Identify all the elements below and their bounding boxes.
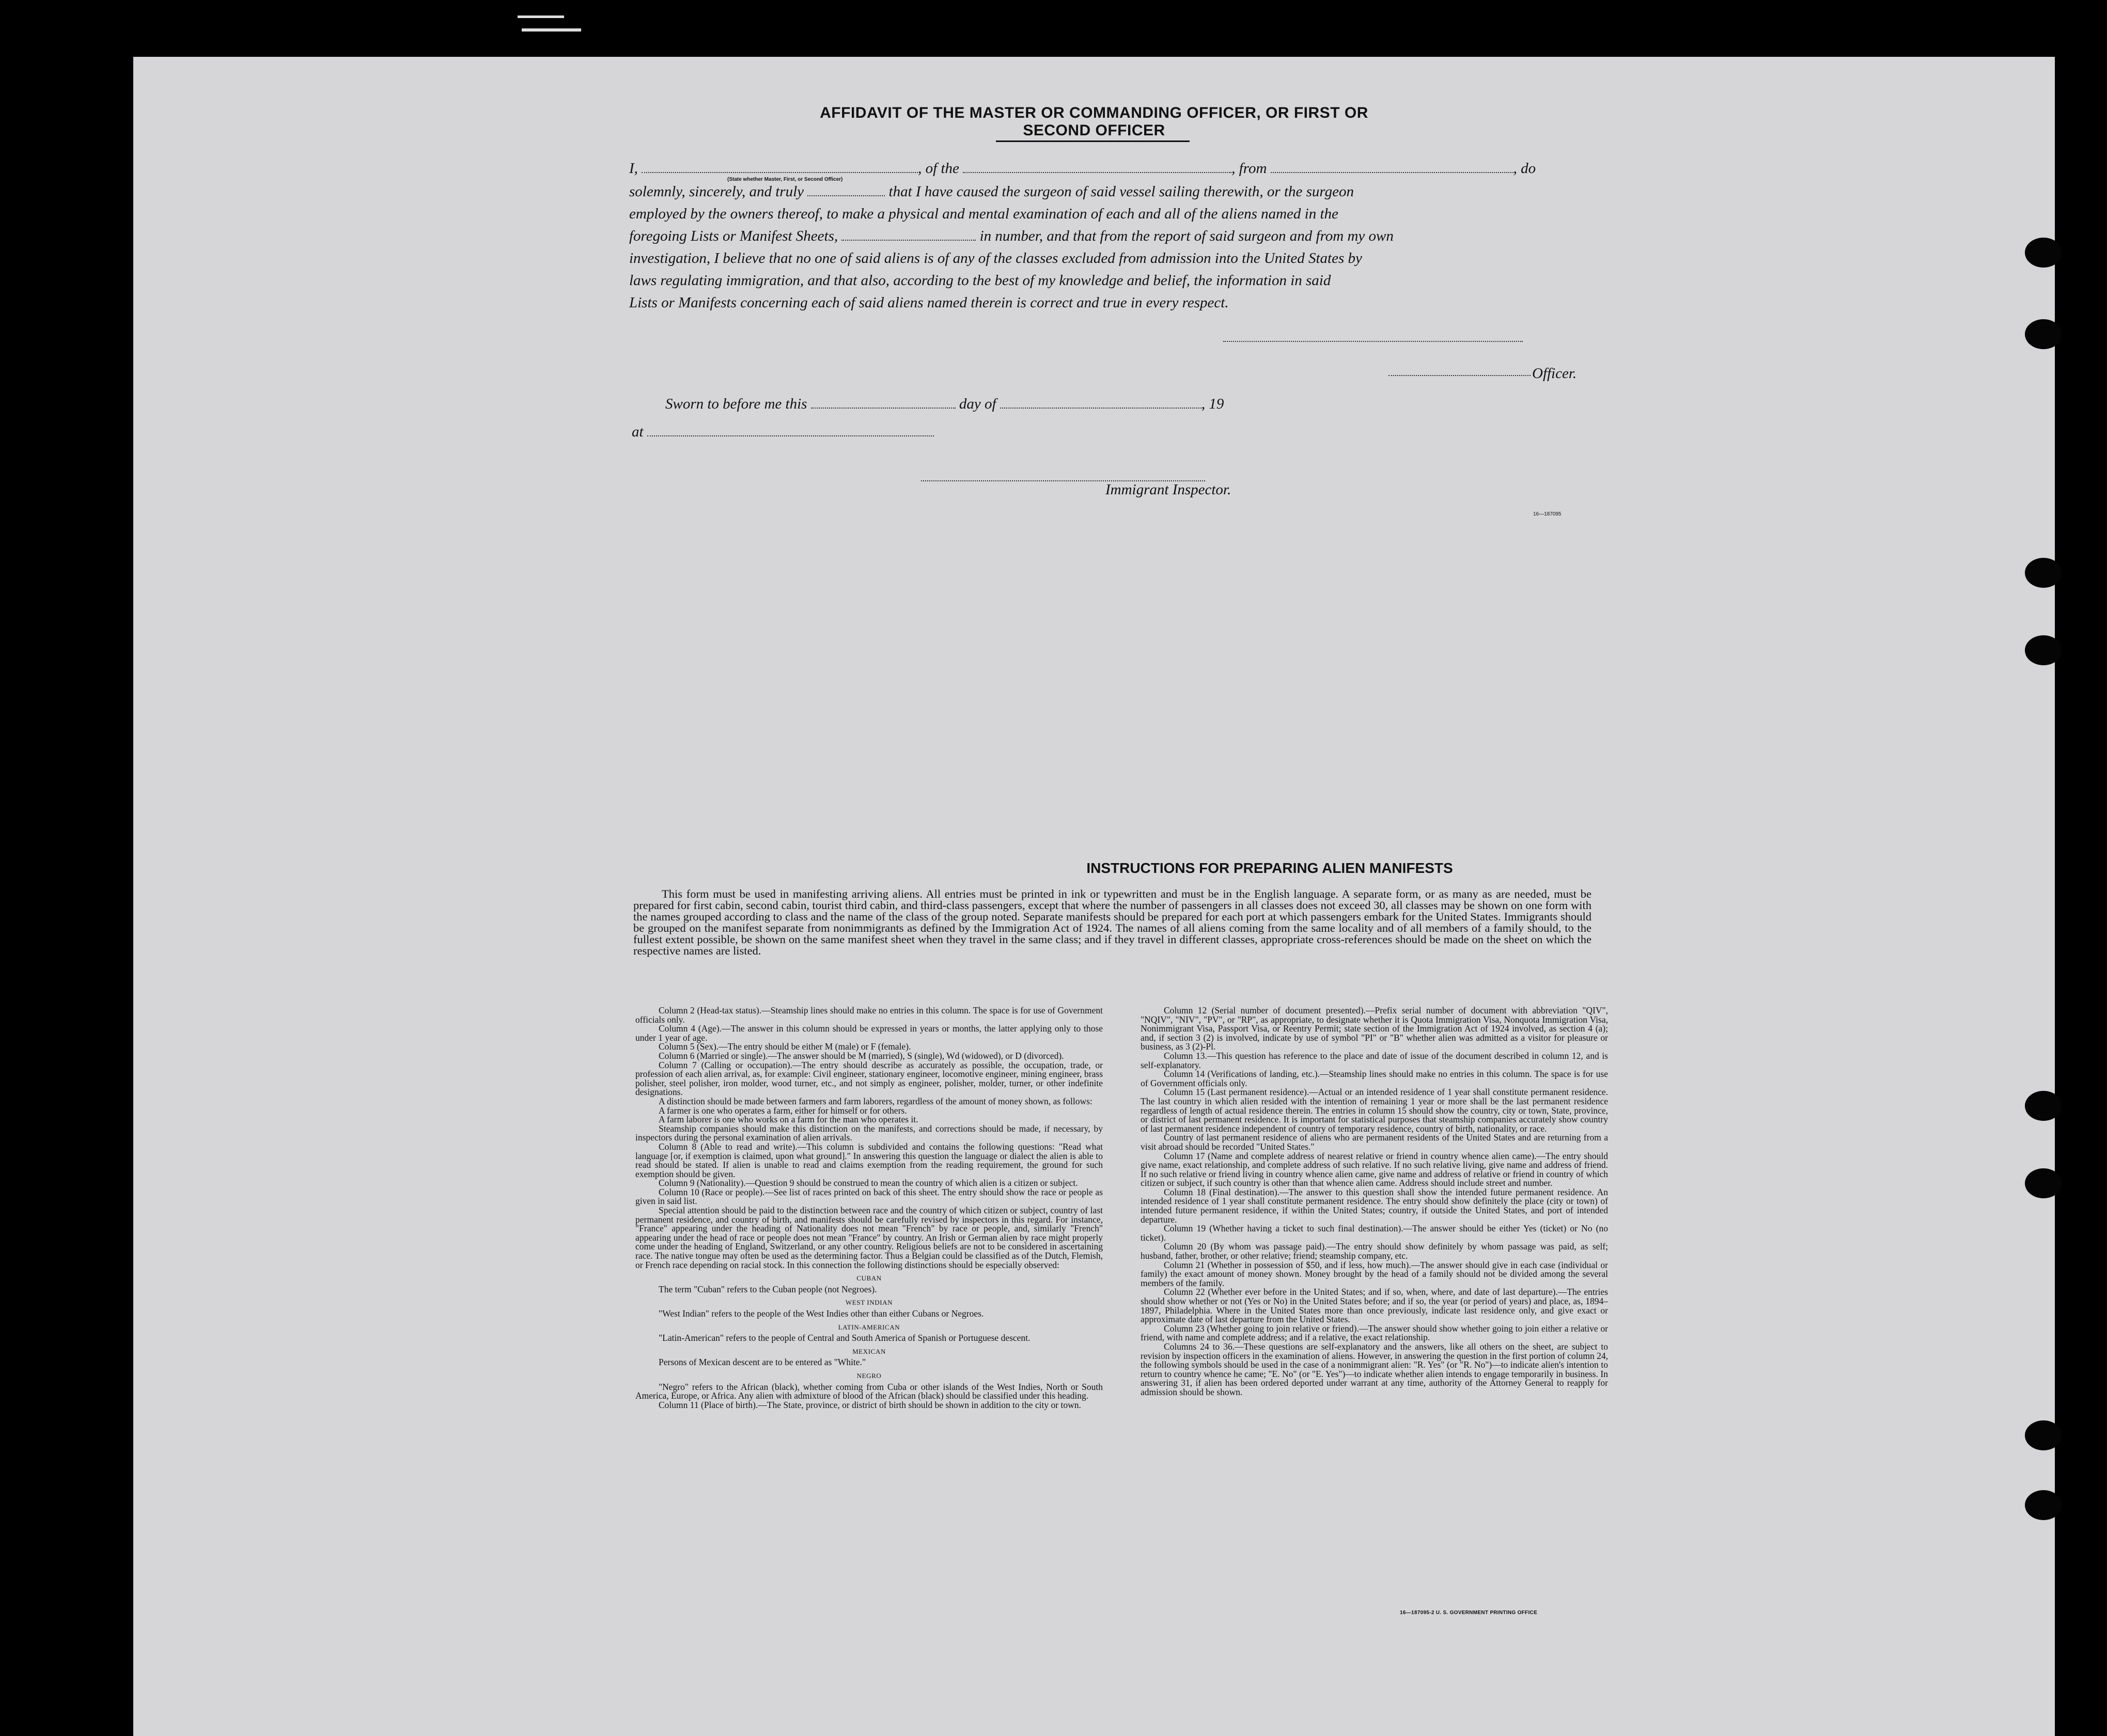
- punch-hole: [2025, 1168, 2062, 1198]
- instruction-paragraph: Column 13.—This question has reference to the place and date of issue of the document described in column 12, and is self-explanatory.: [1141, 1050, 1608, 1070]
- instruction-paragraph: Column 17 (Name and complete address of nearest relative or friend in country whence alien came).—The entry should give name, exact relationship, and complete address of such relative. If no such relative living, give name and address of friend. If no such relative or friend living in country whence alien came, give name and address of relative or friend in country of which citizen or subject, if such country is other than that whence alien came. Address should include street and number.: [1141, 1150, 1608, 1188]
- instruction-paragraph: Column 22 (Whether ever before in the United States; and if so, when, where, and date of last departure).—The entries should show whether or not (Yes or No) in the United States before; and if so, the year (or period of years) and place, as, 1894–1897, Philadelphia. Where in the United States more than once previously, indicate last residence only, and give exact or approximate date of last departure from the United States.: [1141, 1287, 1608, 1325]
- sworn-label: [665, 396, 1224, 413]
- instruction-paragraph: Steamship companies should make this distinction on the manifests, and corrections should be made, if necessary, by inspectors during the personal examination of alien arrivals.: [635, 1123, 1103, 1143]
- punch-hole: [2025, 319, 2062, 349]
- punch-hole: [2025, 558, 2062, 588]
- officer-line: [1388, 375, 1531, 376]
- place-blank: [647, 424, 934, 436]
- word-do: , do: [1513, 160, 1536, 177]
- instruction-paragraph: Column 8 (Able to read and write).—This column is subdivided and contains the following questions: "Read what language [or, if exemption is claimed, upon what ground]." In answering this question the language or dialect the alien is able to read should be stated. If alien is unable to read and claims exemption from the reading requirement, the ground for such exemption should be given.: [635, 1141, 1103, 1179]
- race-definition: "West Indian" refers to the people of the West Indies other than either Cubans or Negroes.: [659, 1308, 984, 1319]
- affidavit-line-4: [629, 228, 1580, 245]
- punch-hole: [2025, 1490, 2062, 1520]
- race-definition: "Latin-American" refers to the people of Central and South America of Spanish or Portuguese descent.: [659, 1333, 1031, 1343]
- punch-hole: [2025, 238, 2062, 268]
- month-blank: [1000, 396, 1201, 409]
- sworn-text: Sworn to before me this: [665, 396, 807, 412]
- sworn-day-blank: [811, 396, 956, 409]
- word-of-the: , of the: [918, 160, 959, 177]
- race-heading: WEST INDIAN: [845, 1299, 893, 1307]
- at-label: [632, 424, 934, 441]
- word-from: , from: [1231, 160, 1267, 177]
- signature-line: [1223, 341, 1523, 342]
- instruction-paragraph: Column 23 (Whether going to join relative or friend).—The answer should show whether going to join either a relative or friend, with name and complete address; and if a relative, the exact relationship.: [1141, 1323, 1608, 1343]
- race-definition: "Negro" refers to the African (black), whether coming from Cuba or other islands of the West Indies, North or South America, Europe, or Africa. Any alien with admixture of blood of the African (black) should be classified under this heading.: [635, 1381, 1103, 1401]
- at-text: at: [632, 424, 644, 440]
- line2-start: solemnly, sincerely, and truly: [629, 183, 804, 200]
- race-heading: NEGRO: [856, 1371, 882, 1380]
- port-blank: [1271, 161, 1513, 173]
- race-definition: Persons of Mexican descent are to be entered as "White.": [659, 1357, 866, 1368]
- affidavit-line-2: [629, 183, 1580, 200]
- punch-hole: [2025, 1091, 2062, 1121]
- instructions-right-column: [1141, 1006, 1608, 1397]
- instruction-paragraph: Columns 24 to 36.—These questions are self-explanatory and the answers, like all others on the sheet, are subject to revision by inspection officers in the examination of aliens. However, in answering the question in the first portion of column 24, the following symbols should be used in the case of a nonimmigrant alien: "R. Yes" (or "R. No")—to indicate alien's intention to return to country whence he came; "E. No" (or "E. Yes")—to indicate whether alien intends to engage temporarily in business. In answering 31, if alien has been ordered deported under warrant at any time, authority of the Attorney General to reapply for admission should be shown.: [1141, 1341, 1608, 1397]
- instructions-left-column: [635, 1006, 1103, 1410]
- affidavit-line-7: Lists or Manifests concerning each of said aliens named therein is correct and true in every respect.: [629, 294, 1229, 311]
- instruction-paragraph: Column 4 (Age).—The answer in this column should be expressed in years or months, the latter applying only to those under 1 year of age.: [635, 1023, 1103, 1043]
- affidavit-line-3: employed by the owners thereof, to make a physical and mental examination of each and all of the aliens named in the: [629, 206, 1338, 222]
- affidavit-title: AFFIDAVIT OF THE MASTER OR COMMANDING OFFICER, OR FIRST OR SECOND OFFICER: [820, 104, 1368, 139]
- instruction-paragraph: Column 15 (Last permanent residence).—Actual or an intended residence of 1 year shall constitute permanent residence. The last country in which alien resided with the intention of remaining 1 year or more shall be the last permanent residence regardless of length of actual residence therein. The entries in column 15 should show the country, city or town, State, province, or district of last permanent residence. It is important for statistical purposes that steamship companies accurately show country of last permanent residence independent of country of temporary residence, country of birth, nationality, or race.: [1141, 1087, 1608, 1134]
- document-sheet: [133, 57, 2055, 1736]
- affidavit-line-1: [629, 160, 1580, 177]
- word-i: I,: [629, 160, 638, 177]
- instruction-paragraph: Column 5 (Sex).—The entry should be either M (male) or F (female).: [659, 1041, 911, 1052]
- scan-mark: [522, 28, 581, 32]
- race-heading: MEXICAN: [852, 1347, 886, 1355]
- day-of-text: day of: [959, 396, 996, 412]
- form-number: 16—187095: [1533, 511, 1562, 517]
- line4-end: in number, and that from the report of said surgeon and from my own: [979, 228, 1394, 244]
- race-heading: CUBAN: [856, 1274, 882, 1283]
- officer-rank-blank: [642, 161, 918, 173]
- instruction-paragraph: Country of last permanent residence of aliens who are permanent residents of the United States and are returning from a visit abroad should be recorded "United States.": [1141, 1132, 1608, 1152]
- punch-hole: [2025, 635, 2062, 665]
- title-rule: [996, 140, 1190, 142]
- instruction-paragraph: Column 2 (Head-tax status).—Steamship lines should make no entries in this column. The space is for use of Government officials only.: [635, 1005, 1103, 1025]
- instruction-paragraph: A distinction should be made between farmers and farm laborers, regardless of the amount of money shown, as follows:: [659, 1096, 1092, 1106]
- instructions-intro: This form must be used in manifesting arriving aliens. All entries must be printed in ink or typewritten and must be in the English language. A separate form, or as many as are needed, must be prepared for first cabin, second cabin, tourist third cabin, and third-class passengers, except that where the number of passengers in all classes does not exceed 30, all classes may be shown on one form with the names grouped according to class and the name of the class of the group noted. Separate manifests should be prepared for each port at which passengers embark for the United States. Immigrants should be grouped on the manifest separate from nonimmigrants as defined by the Immigration Act of 1924. The names of all aliens coming from the same locality and of all members of a family should, to the fullest extent possible, be shown on the same manifest sheet when they travel in the same class; and if they travel in different classes, appropriate cross-references should be made on the sheet on which the respective names are listed.: [633, 887, 1591, 957]
- instruction-paragraph: Special attention should be paid to the distinction between race and the country of which citizen or subject, country of last permanent residence, and country of birth, and manifests should be carefully revised by inspectors in this regard. For instance, "France" appearing under the heading of Nationality does not mean "French" by race or people, and, similarly "French" appearing under the head of race or people does not mean "France" by country. An Irish or German alien by race might properly come under the heading of England, Switzerland, or any other country. Religious beliefs are not to be considered in ascertaining race. The native tongue may often be used as the determining factor. Thus a Belgian could be classified as of the Dutch, Flemish, or French race depending on racial stock. In this connection the following distinctions should be especially observed:: [635, 1205, 1103, 1270]
- instruction-paragraph: Column 18 (Final destination).—The answer to this question shall show the intended future permanent residence. An intended residence of 1 year shall constitute permanent residence. The entry should show definitely the place (city or town) of intended future permanent residence, if within the United States; country, if outside the United States, and port of intended departure.: [1141, 1186, 1608, 1225]
- year-text: , 19: [1201, 396, 1224, 412]
- instruction-paragraph: Column 9 (Nationality).—Question 9 should be construed to mean the country of which alien is a citizen or subject.: [659, 1178, 1078, 1188]
- instruction-paragraph: Column 6 (Married or single).—The answer should be M (married), S (single), Wd (widowed), or D (divorced).: [659, 1050, 1064, 1061]
- instruction-paragraph: Column 12 (Serial number of document presented).—Prefix serial number of document with abbreviation "QIV", "NQIV", "NIV", "PV", or "RP", as appropriate, to designate whether it is Quota Immigration Visa, Nonquota Immigration Visa, Nonimmigrant Visa, Passport Visa, or Reentry Permit; state section of the Immigration Act of 1924 involved, as section 4 (a); and, if section 3 (2) is involved, indicate by use of symbol "PI" or "B" whether alien was admitted as a visitor for pleasure or business, as 3 (2)-Pl.: [1141, 1005, 1608, 1052]
- line2-end: that I have caused the surgeon of said vessel sailing therewith, or the surgeon: [888, 183, 1354, 200]
- rank-note: (State whether Master, First, or Second Officer): [727, 177, 843, 182]
- race-heading: LATIN-AMERICAN: [838, 1323, 900, 1331]
- instruction-paragraph: Column 19 (Whether having a ticket to such final destination).—The answer should be either Yes (ticket) or No (no ticket).: [1141, 1223, 1608, 1243]
- inspector-label: Immigrant Inspector.: [1105, 481, 1231, 498]
- instruction-paragraph: Column 11 (Place of birth).—The State, province, or district of birth should be shown in addition to the city or town.: [659, 1399, 1081, 1410]
- instruction-paragraph: Column 14 (Verifications of landing, etc.).—Steamship lines should make no entries in this column. The space is for use of Government officials only.: [1141, 1069, 1608, 1088]
- blank-2: [807, 184, 885, 196]
- instruction-paragraph: Column 20 (By whom was passage paid).—The entry should show definitely by whom passage was paid, as self; husband, father, brother, or other relative; friend; steamship company, etc.: [1141, 1241, 1608, 1261]
- instruction-paragraph: Column 7 (Calling or occupation).—The entry should describe as accurately as possible, the occupation, trade, or profession of each alien arrival, as, for example: Civil engineer, stationary engineer, locomotive engineer, mining engineer, brass polisher, steel polisher, iron molder, wood turner, etc., and not simply as engineer, polisher, molder, turner, or other indefinite designations.: [635, 1059, 1103, 1098]
- affidavit-line-6: laws regulating immigration, and that also, according to the best of my knowledge and belief, the information in said: [629, 272, 1331, 289]
- number-blank: [841, 228, 976, 241]
- officer-label: Officer.: [1532, 365, 1577, 382]
- affidavit-line-5: investigation, I believe that no one of said aliens is of any of the classes excluded from admission into the United States by: [629, 250, 1362, 267]
- vessel-blank: [963, 161, 1231, 173]
- instruction-paragraph: Column 10 (Race or people).—See list of races printed on back of this sheet. The entry should show the race or people as given in said list.: [635, 1186, 1103, 1207]
- instruction-paragraph: A farm laborer is one who works on a farm for the man who operates it.: [659, 1114, 918, 1125]
- line4-start: foregoing Lists or Manifest Sheets,: [629, 228, 838, 244]
- printing-office-footer: 16—187095-2 U. S. GOVERNMENT PRINTING OFFICE: [1400, 1610, 1538, 1616]
- instruction-paragraph: A farmer is one who operates a farm, either for himself or for others.: [659, 1105, 907, 1116]
- instruction-paragraph: Column 21 (Whether in possession of $50, and if less, how much).—The answer should give in each case (individual or family) the exact amount of money shown. Money brought by the head of a family should not be divided among the several members of the family.: [1141, 1259, 1608, 1288]
- instructions-title: INSTRUCTIONS FOR PREPARING ALIEN MANIFESTS: [1086, 860, 1453, 876]
- race-definition: The term "Cuban" refers to the Cuban people (not Negroes).: [659, 1284, 877, 1294]
- punch-hole: [2025, 1420, 2062, 1450]
- scan-mark: [518, 15, 564, 18]
